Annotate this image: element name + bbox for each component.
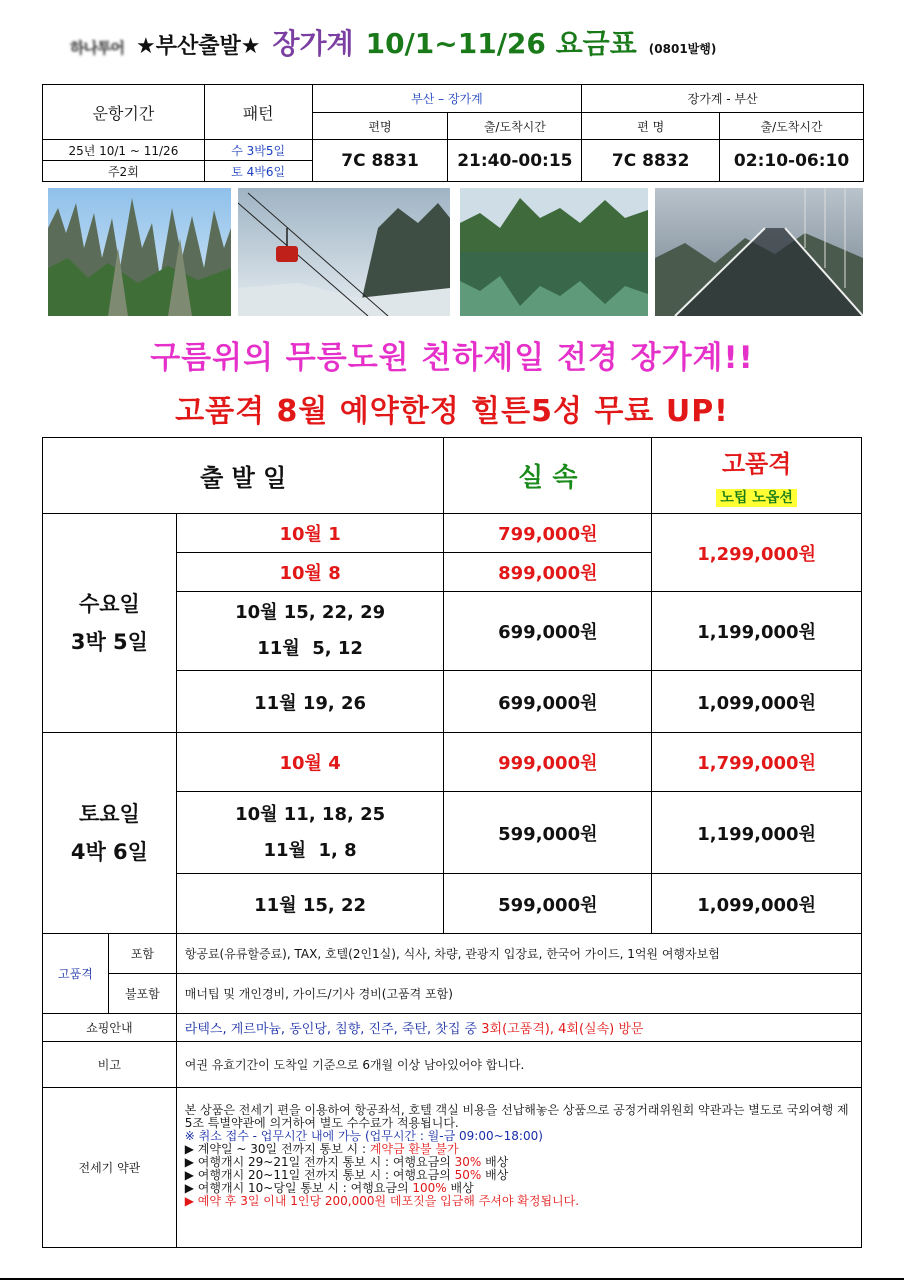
- header-time: 출/도착시간: [448, 113, 582, 140]
- flight-table: [42, 84, 864, 182]
- header-premium: 고품격: [721, 450, 792, 478]
- header-time2: 출/도착시간: [720, 113, 864, 140]
- date-row: 11월 15, 22: [176, 874, 444, 934]
- price-premium: 1,199,000원: [652, 792, 862, 874]
- price-standard: 799,000원: [444, 514, 652, 553]
- title-departure: ★부산출발★: [135, 34, 261, 59]
- shopping-label: 쇼핑안내: [43, 1014, 177, 1042]
- price-premium: 1,799,000원: [652, 733, 862, 792]
- inbound-time: 02:10-06:10: [720, 140, 864, 182]
- note-text: 여권 유효기간이 도착일 기준으로 6개월 이상 남아있어야 합니다.: [176, 1042, 861, 1088]
- sat-label: 토요일 4박 6일: [43, 733, 177, 934]
- included-items: 항공료(유류할증료), TAX, 호텔(2인1실), 식사, 차량, 관광지 입장료, 한국어 가이드, 1억원 여행자보험: [176, 934, 861, 974]
- header-flight: 편명: [312, 113, 448, 140]
- price-standard: 599,000원: [444, 874, 652, 934]
- header-departure-date: 출 발 일: [43, 438, 444, 514]
- price-standard: 699,000원: [444, 671, 652, 733]
- price-standard: 699,000원: [444, 592, 652, 671]
- title-period: 10/1~11/26 요금표: [365, 27, 637, 60]
- title-issue: (0801발행): [648, 42, 717, 56]
- premium-label: 고품격: [43, 934, 109, 1014]
- price-premium: 1,199,000원: [652, 592, 862, 671]
- excluded-items: 매너팁 및 개인경비, 가이드/기사 경비(고품격 포함): [176, 974, 861, 1014]
- photo-glass-bridge: [655, 188, 863, 316]
- price-premium: 1,099,000원: [652, 874, 862, 934]
- header-outbound: 부산 – 장가계: [312, 85, 582, 113]
- date-row: 10월 11, 18, 25 11월 1, 8: [176, 792, 444, 874]
- photo-lake-reflection: [460, 188, 648, 316]
- page-title: [70, 22, 890, 72]
- pattern-sat: 토 4박6일: [204, 161, 312, 182]
- wed-label: 수요일 3박 5일: [43, 514, 177, 733]
- period-range: 25년 10/1 ~ 11/26: [43, 140, 205, 161]
- price-standard: 599,000원: [444, 792, 652, 874]
- date-row: 10월 1: [176, 514, 444, 553]
- header-premium-cell: [652, 438, 862, 514]
- date-row: 10월 4: [176, 733, 444, 792]
- excluded-label: 불포함: [108, 974, 176, 1014]
- header-flight2: 편 명: [582, 113, 720, 140]
- pattern-wed: 수 3박5일: [204, 140, 312, 161]
- inbound-flight: 7C 8832: [582, 140, 720, 182]
- header-period: 운항기간: [43, 85, 205, 140]
- price-table: [42, 437, 862, 1248]
- outbound-flight: 7C 8831: [312, 140, 448, 182]
- photo-pillar-mountains: [48, 188, 231, 316]
- note-label: 비고: [43, 1042, 177, 1088]
- header-standard: 실 속: [444, 438, 652, 514]
- price-premium: 1,299,000원: [652, 514, 862, 592]
- terms-text: 본 상품은 전세기 편을 이용하여 항공좌석, 호텔 객실 비용을 선납해놓은 상품으로 공정거래위원회 약관과는 별도로 국외여행 제5조 특별약관에 의거하여 별도 수수료가 적용됩니다. ※ 취소 접수 - 업무시간 내에 가능 (업무시간 : 월-금 09:00~18:00) ▶ 계약일 ~ 30일 전까지 통보 시 : 계약금 환불 불가 ▶ 여행개시 29~21일 전까지 통보 시 : 여행요금의 30% 배상 ▶ 여행개시 20~11일 전까지 통보 시 : 여행요금의 50% 배상 ▶ 여행개시 10~당일 통보 시 : 여행요금의 100% 배상 ▶ 예약 후 3일 이내 1인당 200,000원 데포짓을 입금해 주셔야 확정됩니다.: [176, 1088, 861, 1248]
- header-pattern: 패턴: [204, 85, 312, 140]
- header-inbound: 장가계 - 부산: [582, 85, 864, 113]
- price-premium: 1,099,000원: [652, 671, 862, 733]
- price-standard: 899,000원: [444, 553, 652, 592]
- outbound-time: 21:40-00:15: [448, 140, 582, 182]
- photo-cable-car: [238, 188, 450, 316]
- slogan-main: 구름위의 무릉도원 천하제일 전경 장가계!!: [150, 340, 754, 376]
- included-label: 포함: [108, 934, 176, 974]
- date-row: 10월 15, 22, 29 11월 5, 12: [176, 592, 444, 671]
- brand-logo: 하나투어: [70, 39, 124, 57]
- slogan-promo: 고품격 8월 예약한정 힐튼5성 무료 UP!: [175, 394, 729, 429]
- date-row: 11월 19, 26: [176, 671, 444, 733]
- terms-label: 전세기 약관: [43, 1088, 177, 1248]
- frequency: 주2회: [43, 161, 205, 182]
- premium-note-badge: 노팁 노옵션: [716, 489, 797, 507]
- date-row: 10월 8: [176, 553, 444, 592]
- shopping-info: 라텍스, 게르마늄, 동인당, 침향, 진주, 죽탄, 찻집 중 3회(고품격), 4회(실속) 방문: [176, 1014, 861, 1042]
- price-standard: 999,000원: [444, 733, 652, 792]
- title-destination: 장가계: [272, 27, 354, 60]
